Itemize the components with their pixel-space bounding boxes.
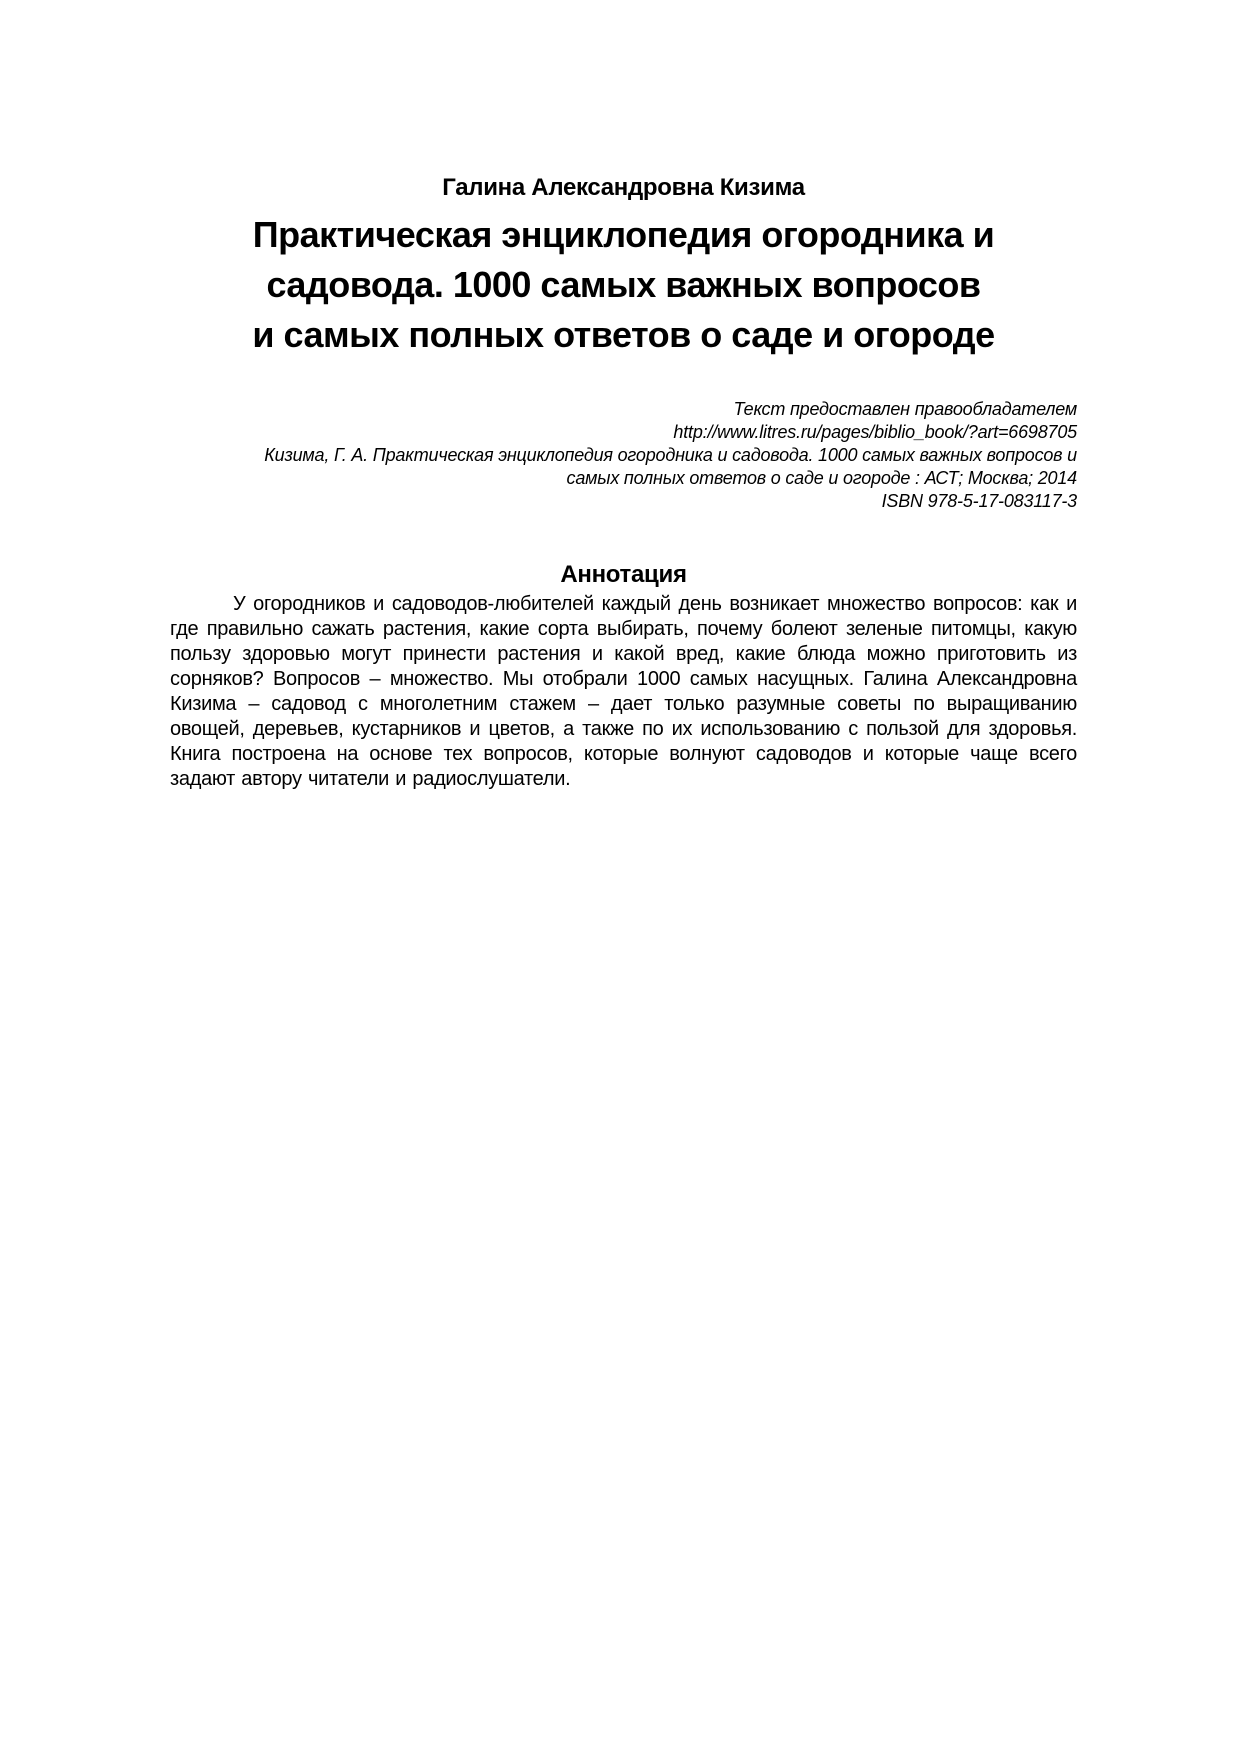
author-line: Галина Александровна Кизима bbox=[442, 174, 805, 201]
book-title-line-3: и самых полных ответов о саде и огороде bbox=[252, 314, 995, 355]
annotation-paragraph: У огородников и садоводов-любителей каждый день возникает множество вопросов: как и где правильно сажать растения, какие сорта выбирать, почему болеют зеленые питомцы, какую пользу здоровью могут принести растения и какой вред, какие блюда можно приготовить из сорняков? Вопросов – множество. Мы отобрали 1000 самых насущных. Галина Александровна Кизима – садовод с многолетним стажем – дает только разумные советы по выращиванию овощей, деревьев, кустарников и цветов, а также по их использованию с пользой для здоровья. Книга построена на основе тех вопросов, которые волнуют садоводов и которые чаще всего задают автору читатели и радиослушатели. bbox=[170, 593, 1077, 790]
annotation-heading: Аннотация bbox=[560, 561, 687, 588]
book-title-line-2: садовода. 1000 самых важных вопросов bbox=[266, 264, 981, 305]
citation-reference-line-1: Кизима, Г. А. Практическая энциклопедия огородника и садовода. 1000 самых важных вопросов и bbox=[264, 445, 1077, 465]
citation-provided-by: Текст предоставлен правообладателем bbox=[733, 399, 1077, 419]
citation-block bbox=[170, 398, 1077, 513]
page-content bbox=[170, 0, 1077, 792]
citation-reference-line-2: самых полных ответов о саде и огороде : АСТ; Москва; 2014 bbox=[566, 468, 1077, 488]
book-title bbox=[170, 210, 1077, 360]
book-title-line-1: Практическая энциклопедия огородника и bbox=[252, 214, 995, 255]
citation-url: http://www.litres.ru/pages/biblio_book/?art=6698705 bbox=[673, 422, 1077, 442]
citation-isbn: ISBN 978-5-17-083117-3 bbox=[881, 491, 1077, 511]
